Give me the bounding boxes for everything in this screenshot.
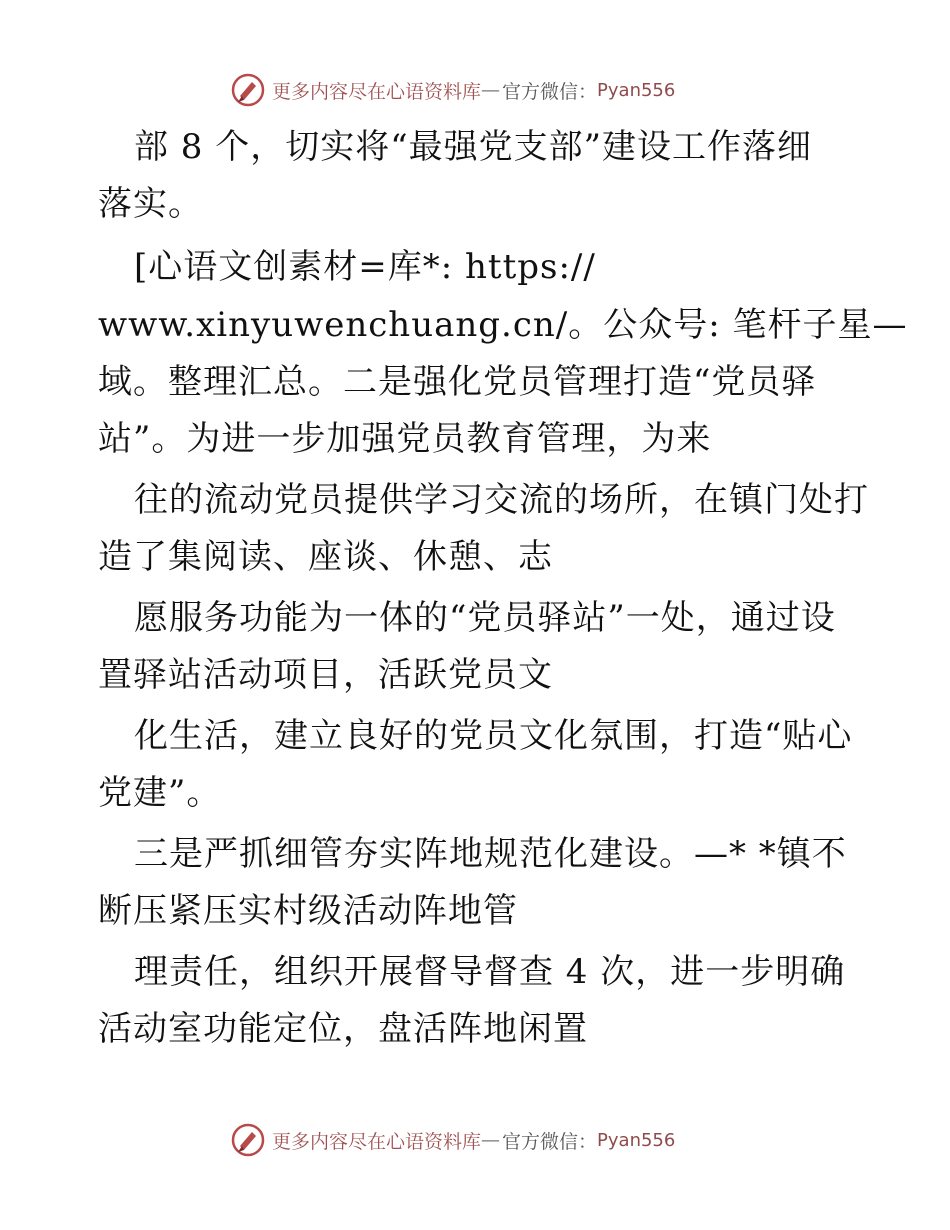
text-line: 造了集阅读、座谈、休憩、志 — [98, 537, 553, 577]
pen-seal-icon — [230, 1122, 266, 1158]
text-line: 断压紧压实村级活动阵地管 — [98, 891, 518, 931]
text-line: 部 8 个，切实将“最强党支部”建设工作落细 — [134, 127, 813, 167]
pen-seal-icon — [230, 72, 266, 108]
watermark-official-label: 官方微信： — [502, 80, 598, 103]
header-watermark — [230, 72, 675, 108]
text-line: 站”。为进一步加强党员教育管理，为来 — [98, 419, 712, 459]
text-line: 往的流动党员提供学习交流的场所，在镇门处打 — [134, 480, 869, 520]
watermark-handle: Pyan556 — [597, 1129, 676, 1151]
watermark-text: 更多内容尽在心语资料库 — [272, 1130, 482, 1153]
text-line: 置驿站活动项目，活跃党员文 — [98, 655, 553, 695]
watermark-official-label: 官方微信： — [502, 1130, 598, 1153]
watermark-text: 更多内容尽在心语资料库 — [272, 80, 482, 103]
text-line: 活动室功能定位，盘活阵地闲置 — [98, 1009, 588, 1049]
text-line: 三是严抓细管夯实阵地规范化建设。—* *镇不 — [134, 834, 847, 874]
text-line: [心语文创素材=库*: https:// — [134, 247, 596, 287]
text-line: www.xinyuwenchuang.cn/。公众号: 笔杆子星— — [98, 305, 908, 345]
text-line: 域。整理汇总。二是强化党员管理打造“党员驿 — [98, 362, 817, 402]
footer-watermark — [230, 1122, 675, 1158]
text-line: 党建”。 — [98, 773, 222, 813]
watermark-handle: Pyan556 — [597, 79, 676, 101]
watermark-separator: — — [481, 1129, 501, 1151]
text-line: 落实。 — [98, 184, 203, 224]
text-line: 化生活，建立良好的党员文化氛围，打造“贴心 — [134, 716, 853, 756]
text-line: 理责任，组织开展督导督查 4 次，进一步明确 — [134, 952, 846, 992]
text-line: 愿服务功能为一体的“党员驿站”一处，通过设 — [134, 598, 836, 638]
watermark-separator: — — [481, 79, 501, 101]
